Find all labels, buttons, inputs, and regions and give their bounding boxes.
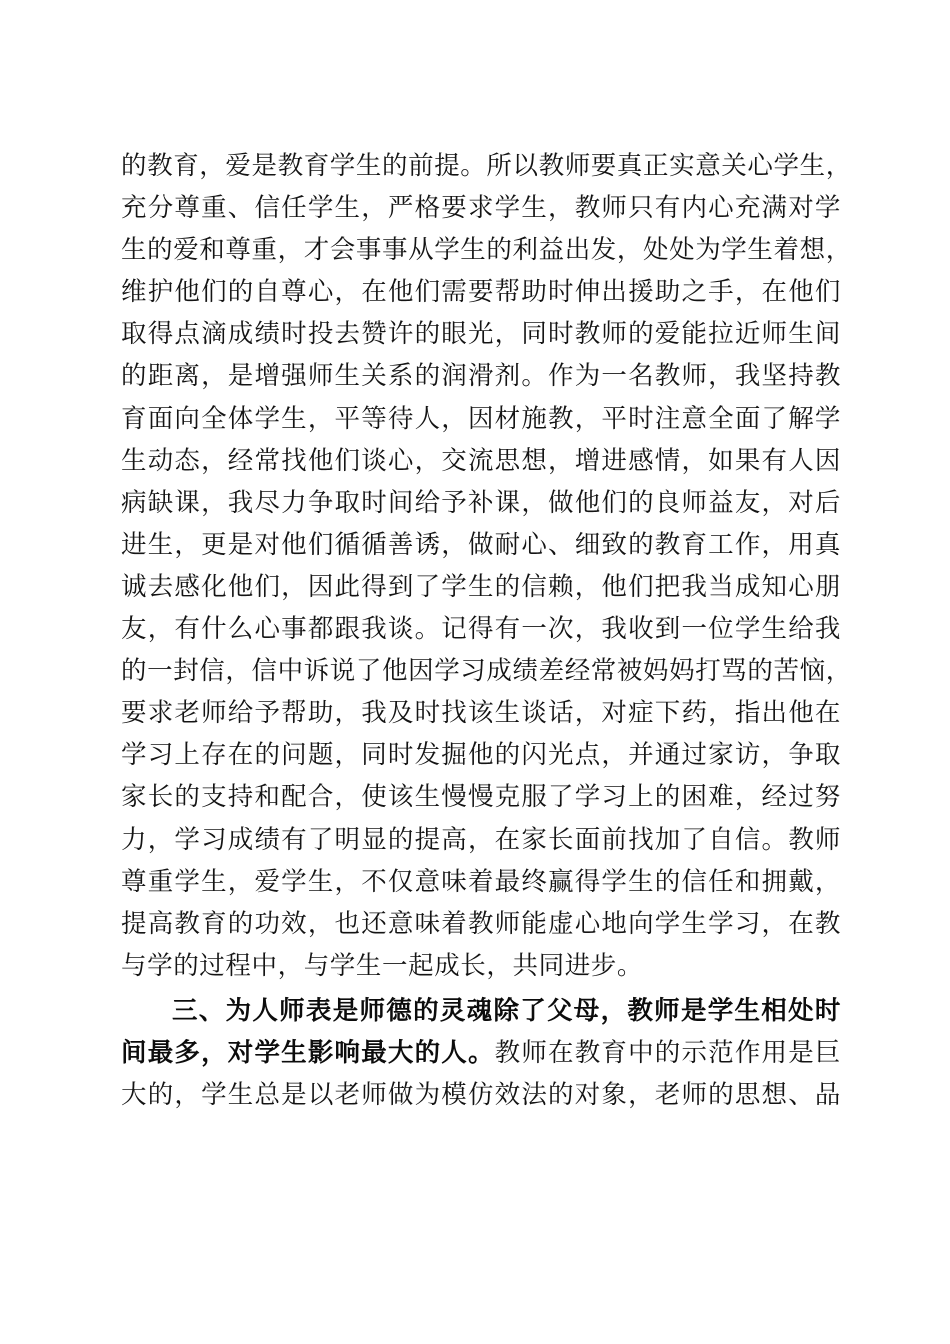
- paragraph-line: 进生，更是对他们循循善诱，做耐心、细致的教育工作，用真: [121, 529, 841, 560]
- paragraph-line: 诚去感化他们，因此得到了学生的信赖，他们把我当成知心朋: [121, 571, 841, 602]
- paragraph-text: 教师在教育中的示范作用是巨: [494, 1037, 841, 1068]
- paragraph-line: 大的，学生总是以老师做为模仿效法的对象，老师的思想、品: [121, 1080, 841, 1111]
- paragraph-line: 病缺课，我尽力争取时间给予补课，做他们的良师益友，对后: [121, 487, 841, 518]
- paragraph-line: 的一封信，信中诉说了他因学习成绩差经常被妈妈打骂的苦恼，: [121, 656, 852, 687]
- paragraph-line: 取得点滴成绩时投去赞许的眼光，同时教师的爱能拉近师生间: [121, 319, 841, 350]
- paragraph-line: 维护他们的自尊心，在他们需要帮助时伸出援助之手，在他们: [121, 277, 841, 308]
- paragraph-line: 育面向全体学生，平等待人，因材施教，平时注意全面了解学: [121, 403, 841, 434]
- paragraph-line: 力，学习成绩有了明显的提高，在家长面前找加了自信。教师: [121, 824, 841, 855]
- body-text: [121, 145, 852, 1116]
- paragraph-line: 家长的支持和配合，使该生慢慢克服了学习上的困难，经过努: [121, 782, 841, 813]
- paragraph-line: 友，有什么心事都跟我谈。记得有一次，我收到一位学生给我: [121, 614, 841, 645]
- paragraph-line: 的距离，是增强师生关系的润滑剂。作为一名教师，我坚持教: [121, 361, 841, 392]
- paragraph-line: 尊重学生，爱学生，不仅意味着最终赢得学生的信任和拥戴，: [121, 866, 841, 897]
- paragraph-line: 生动态，经常找他们谈心，交流思想，增进感情，如果有人因: [121, 445, 841, 476]
- paragraph-line: 的教育，爱是教育学生的前提。所以教师要真正实意关心学生，: [121, 151, 852, 181]
- paragraph-line: 要求老师给予帮助，我及时找该生谈话，对症下药，指出他在: [121, 698, 841, 729]
- section-heading-line: [121, 990, 841, 1032]
- paragraph-line: 学习上存在的问题，同时发掘他的闪光点，并通过家访，争取: [121, 740, 841, 771]
- section-heading: 三、为人师表是师德的灵魂除了父母，教师是学生相处时: [172, 995, 841, 1026]
- paragraph-line: 提高教育的功效，也还意味着教师能虚心地向学生学习，在教: [121, 908, 841, 939]
- paragraph-line: [121, 1032, 841, 1074]
- paragraph-line: 生的爱和尊重，才会事事从学生的利益出发，处处为学生着想，: [121, 235, 852, 266]
- section-heading-continued: 间最多，对学生影响最大的人。: [121, 1037, 495, 1068]
- paragraph-line: 与学的过程中，与学生一起成长，共同进步。: [121, 950, 644, 981]
- paragraph-line: 充分尊重、信任学生，严格要求学生，教师只有内心充满对学: [121, 193, 841, 224]
